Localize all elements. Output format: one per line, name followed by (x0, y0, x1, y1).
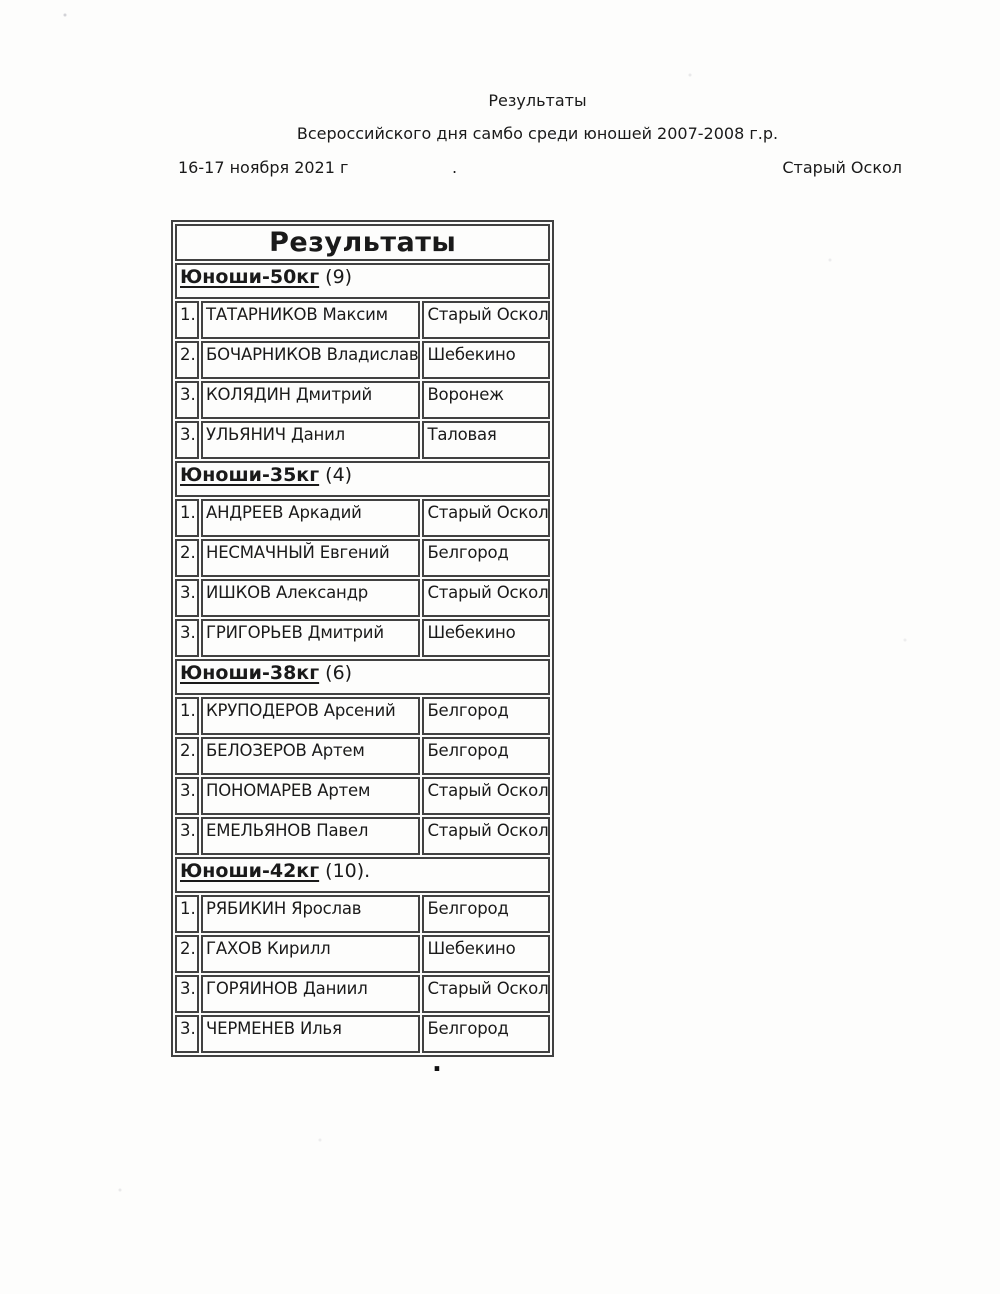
city-cell: Старый Оскол (422, 499, 550, 537)
result-row (175, 697, 550, 735)
athlete-name-cell: ЕМЕЛЬЯНОВ Павел (201, 817, 420, 855)
result-row (175, 341, 550, 379)
city-cell: Старый Оскол (422, 777, 550, 815)
results-table-body (175, 224, 550, 1053)
weight-category-label: Юноши-38кг (180, 662, 320, 684)
place-cell: 2. (175, 341, 199, 379)
place-cell: 2. (175, 539, 199, 577)
result-row (175, 421, 550, 459)
athlete-name-cell: ТАТАРНИКОВ Максим (201, 301, 420, 339)
city-cell: Шебекино (422, 341, 550, 379)
weight-category-row (175, 659, 550, 695)
athlete-name-cell: КРУПОДЕРОВ Арсений (201, 697, 420, 735)
athlete-name-cell: НЕСМАЧНЫЙ Евгений (201, 539, 420, 577)
athlete-name-cell: АНДРЕЕВ Аркадий (201, 499, 420, 537)
athlete-name-cell: БЕЛОЗЕРОВ Артем (201, 737, 420, 775)
weight-category-header (175, 461, 550, 497)
results-title-row (175, 224, 550, 261)
city-cell: Старый Оскол (422, 975, 550, 1013)
athlete-name-cell: РЯБИКИН Ярослав (201, 895, 420, 933)
result-row (175, 539, 550, 577)
event-date: 16-17 ноября 2021 г (178, 158, 349, 177)
place-cell: 3. (175, 817, 199, 855)
participant-count: (10). (319, 860, 371, 882)
result-row (175, 737, 550, 775)
city-cell: Белгород (422, 895, 550, 933)
place-cell: 2. (175, 737, 199, 775)
athlete-name-cell: БОЧАРНИКОВ Владислав (201, 341, 420, 379)
weight-category-label: Юноши-35кг (180, 464, 320, 486)
place-cell: 1. (175, 895, 199, 933)
city-cell: Таловая (422, 421, 550, 459)
athlete-name-cell: ГАХОВ Кирилл (201, 935, 420, 973)
city-cell: Старый Оскол (422, 301, 550, 339)
stray-dot: . (432, 1048, 442, 1078)
result-row (175, 301, 550, 339)
athlete-name-cell: УЛЬЯНИЧ Данил (201, 421, 420, 459)
athlete-name-cell: ГОРЯИНОВ Даниил (201, 975, 420, 1013)
result-row (175, 975, 550, 1013)
place-cell: 1. (175, 697, 199, 735)
weight-category-header (175, 857, 550, 893)
result-row (175, 895, 550, 933)
athlete-name-cell: ГРИГОРЬЕВ Дмитрий (201, 619, 420, 657)
athlete-name-cell: КОЛЯДИН Дмитрий (201, 381, 420, 419)
weight-category-header (175, 263, 550, 299)
weight-category-header (175, 659, 550, 695)
results-table-title: Результаты (175, 224, 550, 261)
weight-category-label: Юноши-42кг (180, 860, 320, 882)
weight-category-row (175, 857, 550, 893)
city-cell: Белгород (422, 539, 550, 577)
city-cell: Белгород (422, 697, 550, 735)
place-cell: 1. (175, 301, 199, 339)
separator-dot: . (452, 158, 458, 177)
result-row (175, 935, 550, 973)
city-cell: Шебекино (422, 619, 550, 657)
results-table (171, 220, 554, 1057)
place-cell: 3. (175, 579, 199, 617)
city-cell: Белгород (422, 737, 550, 775)
athlete-name-cell: ЧЕРМЕНЕВ Илья (201, 1015, 420, 1053)
place-cell: 3. (175, 421, 199, 459)
result-row (175, 381, 550, 419)
result-row (175, 777, 550, 815)
event-location: Старый Оскол (782, 158, 902, 177)
document-title: Результаты (488, 91, 587, 110)
participant-count: (9) (319, 266, 353, 288)
city-cell: Шебекино (422, 935, 550, 973)
place-cell: 1. (175, 499, 199, 537)
place-cell: 3. (175, 777, 199, 815)
participant-count: (4) (319, 464, 353, 486)
place-cell: 3. (175, 1015, 199, 1053)
participant-count: (6) (319, 662, 353, 684)
weight-category-label: Юноши-50кг (180, 266, 320, 288)
city-cell: Белгород (422, 1015, 550, 1053)
result-row (175, 499, 550, 537)
place-cell: 3. (175, 381, 199, 419)
weight-category-row (175, 461, 550, 497)
athlete-name-cell: ПОНОМАРЕВ Артем (201, 777, 420, 815)
place-cell: 3. (175, 619, 199, 657)
city-cell: Воронеж (422, 381, 550, 419)
result-row (175, 619, 550, 657)
weight-category-row (175, 263, 550, 299)
place-cell: 2. (175, 935, 199, 973)
result-row (175, 1015, 550, 1053)
city-cell: Старый Оскол (422, 817, 550, 855)
place-cell: 3. (175, 975, 199, 1013)
result-row (175, 579, 550, 617)
result-row (175, 817, 550, 855)
athlete-name-cell: ИШКОВ Александр (201, 579, 420, 617)
document-subtitle: Всероссийского дня самбо среди юношей 2007-2008 г.р. (296, 124, 779, 143)
city-cell: Старый Оскол (422, 579, 550, 617)
